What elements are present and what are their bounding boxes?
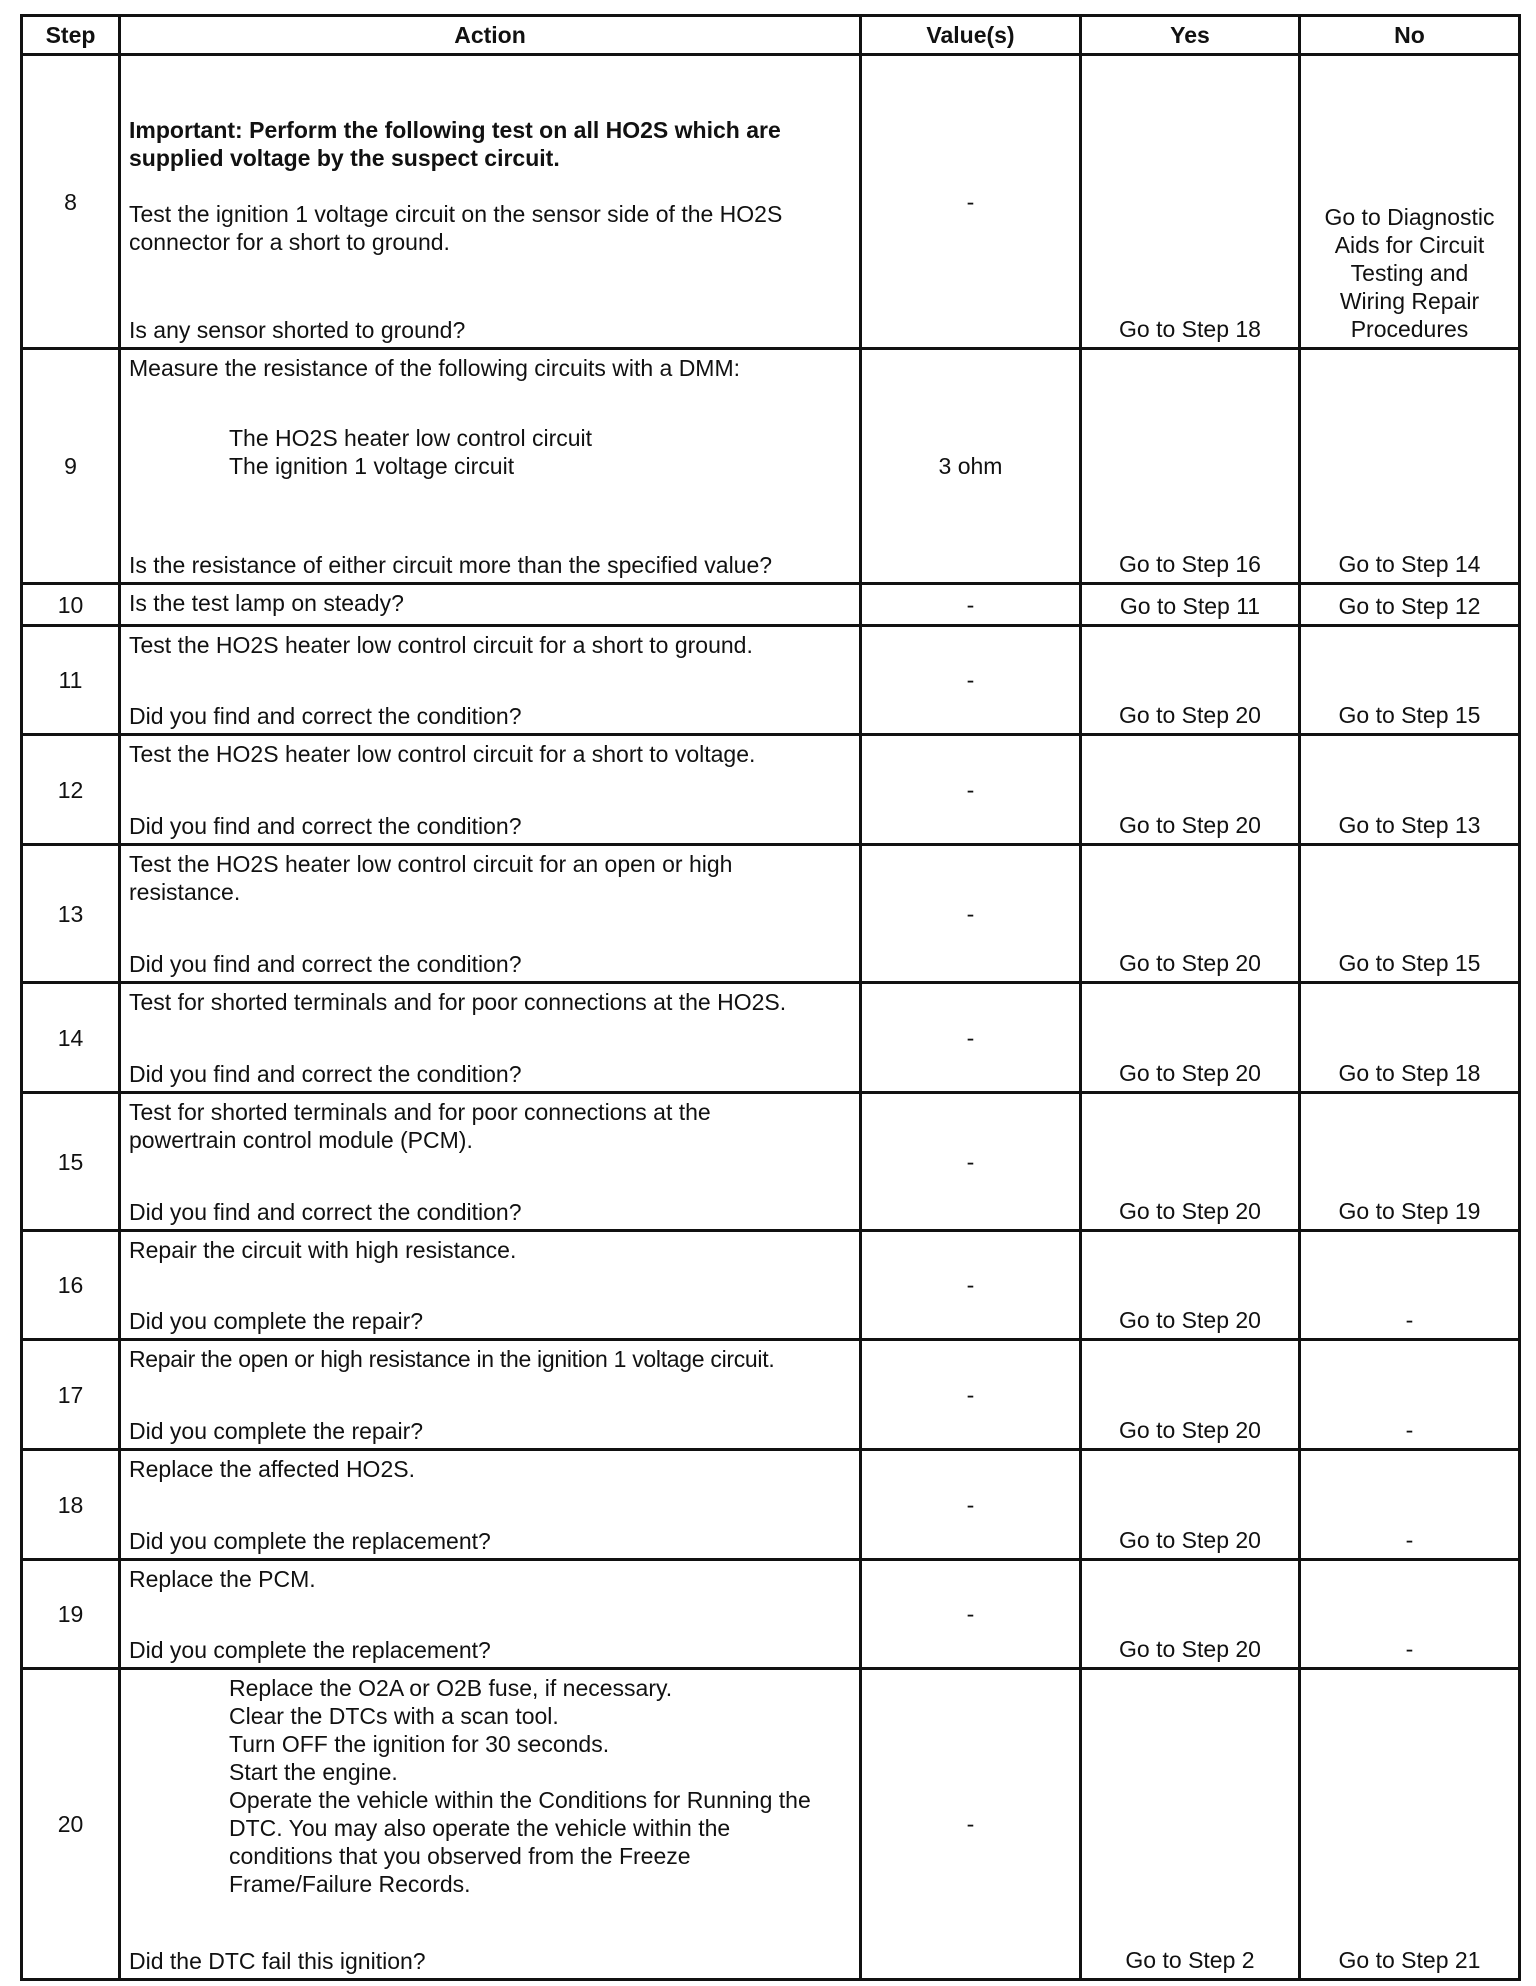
step-number: 16 <box>22 1231 120 1340</box>
header-values: Value(s) <box>861 16 1081 55</box>
step-number: 10 <box>22 584 120 626</box>
important-note: Important: Perform the following test on all HO2S which are supplied voltage by the suspect circuit. <box>129 117 781 171</box>
no-cell: Go to Step 19 <box>1300 1093 1520 1231</box>
value-cell: - <box>861 55 1081 349</box>
question-text: Did you complete the replacement? <box>129 1637 491 1663</box>
question-text: Did you find and correct the condition? <box>129 703 522 729</box>
list-item: The ignition 1 voltage circuit <box>229 453 515 479</box>
table-row <box>22 584 1520 626</box>
no-cell: Go to Step 13 <box>1300 735 1520 845</box>
table-row <box>22 1669 1520 1980</box>
yes-cell: Go to Step 20 <box>1081 735 1300 845</box>
yes-cell: Go to Step 20 <box>1081 845 1300 983</box>
question-text: Did you find and correct the condition? <box>129 951 522 977</box>
value-cell: - <box>861 1340 1081 1450</box>
question-text: Did you find and correct the condition? <box>129 1061 522 1087</box>
instruction-text: Test for shorted terminals and for poor connections at the powertrain control module (PCM). <box>129 1099 711 1153</box>
question-text: Is the resistance of either circuit more than the specified value? <box>129 552 773 578</box>
yes-cell: Go to Step 20 <box>1081 1231 1300 1340</box>
step-number: 9 <box>22 349 120 584</box>
value-cell: - <box>861 584 1081 626</box>
value-cell: - <box>861 1093 1081 1231</box>
question-text: Did the DTC fail this ignition? <box>129 1948 426 1974</box>
action-cell <box>120 735 861 845</box>
header-yes: Yes <box>1081 16 1300 55</box>
instruction-text: Replace the PCM. <box>129 1566 316 1592</box>
value-cell: - <box>861 845 1081 983</box>
no-cell: - <box>1300 1340 1520 1450</box>
no-cell: - <box>1300 1560 1520 1669</box>
table-row <box>22 1093 1520 1231</box>
step-number: 12 <box>22 735 120 845</box>
header-step: Step <box>22 16 120 55</box>
no-cell: Go to Diagnostic Aids for Circuit Testing and Wiring Repair Procedures <box>1300 55 1520 349</box>
value-cell: - <box>861 735 1081 845</box>
instruction-text: Test the HO2S heater low control circuit for an open or high resistance. <box>129 851 733 905</box>
question-text: Is any sensor shorted to ground? <box>129 317 466 343</box>
table-row <box>22 1231 1520 1340</box>
action-cell <box>120 55 861 349</box>
instruction-text: Repair the circuit with high resistance. <box>129 1237 517 1263</box>
yes-cell: Go to Step 20 <box>1081 983 1300 1093</box>
table-row <box>22 735 1520 845</box>
diagnostic-table <box>20 14 1521 1981</box>
yes-cell: Go to Step 20 <box>1081 1450 1300 1560</box>
yes-cell: Go to Step 20 <box>1081 1340 1300 1450</box>
header-action: Action <box>120 16 861 55</box>
yes-cell: Go to Step 2 <box>1081 1669 1300 1980</box>
list-item: The HO2S heater low control circuit <box>229 425 593 451</box>
diagnostic-table-page <box>20 14 1518 1981</box>
instruction-text: Test for shorted terminals and for poor connections at the HO2S. <box>129 989 787 1015</box>
value-cell: - <box>861 1450 1081 1560</box>
no-cell: Go to Step 15 <box>1300 845 1520 983</box>
list-item: Turn OFF the ignition for 30 seconds. <box>229 1731 610 1757</box>
step-number: 8 <box>22 55 120 349</box>
action-cell <box>120 1560 861 1669</box>
value-cell: - <box>861 626 1081 735</box>
table-row <box>22 845 1520 983</box>
value-cell: 3 ohm <box>861 349 1081 584</box>
question-text: Did you find and correct the condition? <box>129 1199 522 1225</box>
no-cell: Go to Step 21 <box>1300 1669 1520 1980</box>
list-item: Clear the DTCs with a scan tool. <box>229 1703 559 1729</box>
value-cell: - <box>861 1669 1081 1980</box>
table-row <box>22 55 1520 349</box>
question-text: Did you complete the replacement? <box>129 1528 491 1554</box>
instruction-text: Repair the open or high resistance in the ignition 1 voltage circuit. <box>129 1346 775 1372</box>
value-cell: - <box>861 1560 1081 1669</box>
table-row <box>22 1450 1520 1560</box>
action-cell <box>120 1093 861 1231</box>
question-text: Did you complete the repair? <box>129 1418 424 1444</box>
list-item: Start the engine. <box>229 1759 398 1785</box>
step-number: 18 <box>22 1450 120 1560</box>
yes-cell: Go to Step 16 <box>1081 349 1300 584</box>
instruction-text: Test the HO2S heater low control circuit for a short to voltage. <box>129 741 756 767</box>
table-row <box>22 626 1520 735</box>
table-row <box>22 983 1520 1093</box>
action-cell <box>120 584 861 626</box>
action-cell <box>120 1450 861 1560</box>
value-cell: - <box>861 1231 1081 1340</box>
action-cell <box>120 845 861 983</box>
step-number: 19 <box>22 1560 120 1669</box>
value-cell: - <box>861 983 1081 1093</box>
step-number: 15 <box>22 1093 120 1231</box>
instruction-text: Test the ignition 1 voltage circuit on the sensor side of the HO2S connector for a short to ground. <box>129 201 783 255</box>
question-text: Did you complete the repair? <box>129 1308 424 1334</box>
no-cell: Go to Step 18 <box>1300 983 1520 1093</box>
instruction-text: Replace the affected HO2S. <box>129 1456 415 1482</box>
header-row <box>22 16 1520 55</box>
no-cell: - <box>1300 1450 1520 1560</box>
step-number: 14 <box>22 983 120 1093</box>
action-cell <box>120 983 861 1093</box>
instruction-text: Test the HO2S heater low control circuit for a short to ground. <box>129 632 753 658</box>
action-cell <box>120 349 861 584</box>
table-row <box>22 1340 1520 1450</box>
no-cell: - <box>1300 1231 1520 1340</box>
no-cell: Go to Step 14 <box>1300 349 1520 584</box>
yes-cell: Go to Step 18 <box>1081 55 1300 349</box>
yes-cell: Go to Step 11 <box>1081 584 1300 626</box>
no-cell: Go to Step 15 <box>1300 626 1520 735</box>
step-number: 11 <box>22 626 120 735</box>
action-cell <box>120 1231 861 1340</box>
step-number: 17 <box>22 1340 120 1450</box>
yes-cell: Go to Step 20 <box>1081 1560 1300 1669</box>
no-cell: Go to Step 12 <box>1300 584 1520 626</box>
header-no: No <box>1300 16 1520 55</box>
list-item: Replace the O2A or O2B fuse, if necessary. <box>229 1675 673 1701</box>
action-cell <box>120 1669 861 1980</box>
step-number: 13 <box>22 845 120 983</box>
yes-cell: Go to Step 20 <box>1081 626 1300 735</box>
step-number: 20 <box>22 1669 120 1980</box>
list-item: Operate the vehicle within the Conditions for Running the DTC. You may also operate the vehicle within the conditions that you observed from the Freeze Frame/Failure Records. <box>229 1787 811 1897</box>
instruction-text: Measure the resistance of the following circuits with a DMM: <box>129 355 741 381</box>
question-text: Did you find and correct the condition? <box>129 813 522 839</box>
action-cell <box>120 1340 861 1450</box>
yes-cell: Go to Step 20 <box>1081 1093 1300 1231</box>
action-cell <box>120 626 861 735</box>
question-text: Is the test lamp on steady? <box>129 590 404 616</box>
table-row <box>22 349 1520 584</box>
table-row <box>22 1560 1520 1669</box>
